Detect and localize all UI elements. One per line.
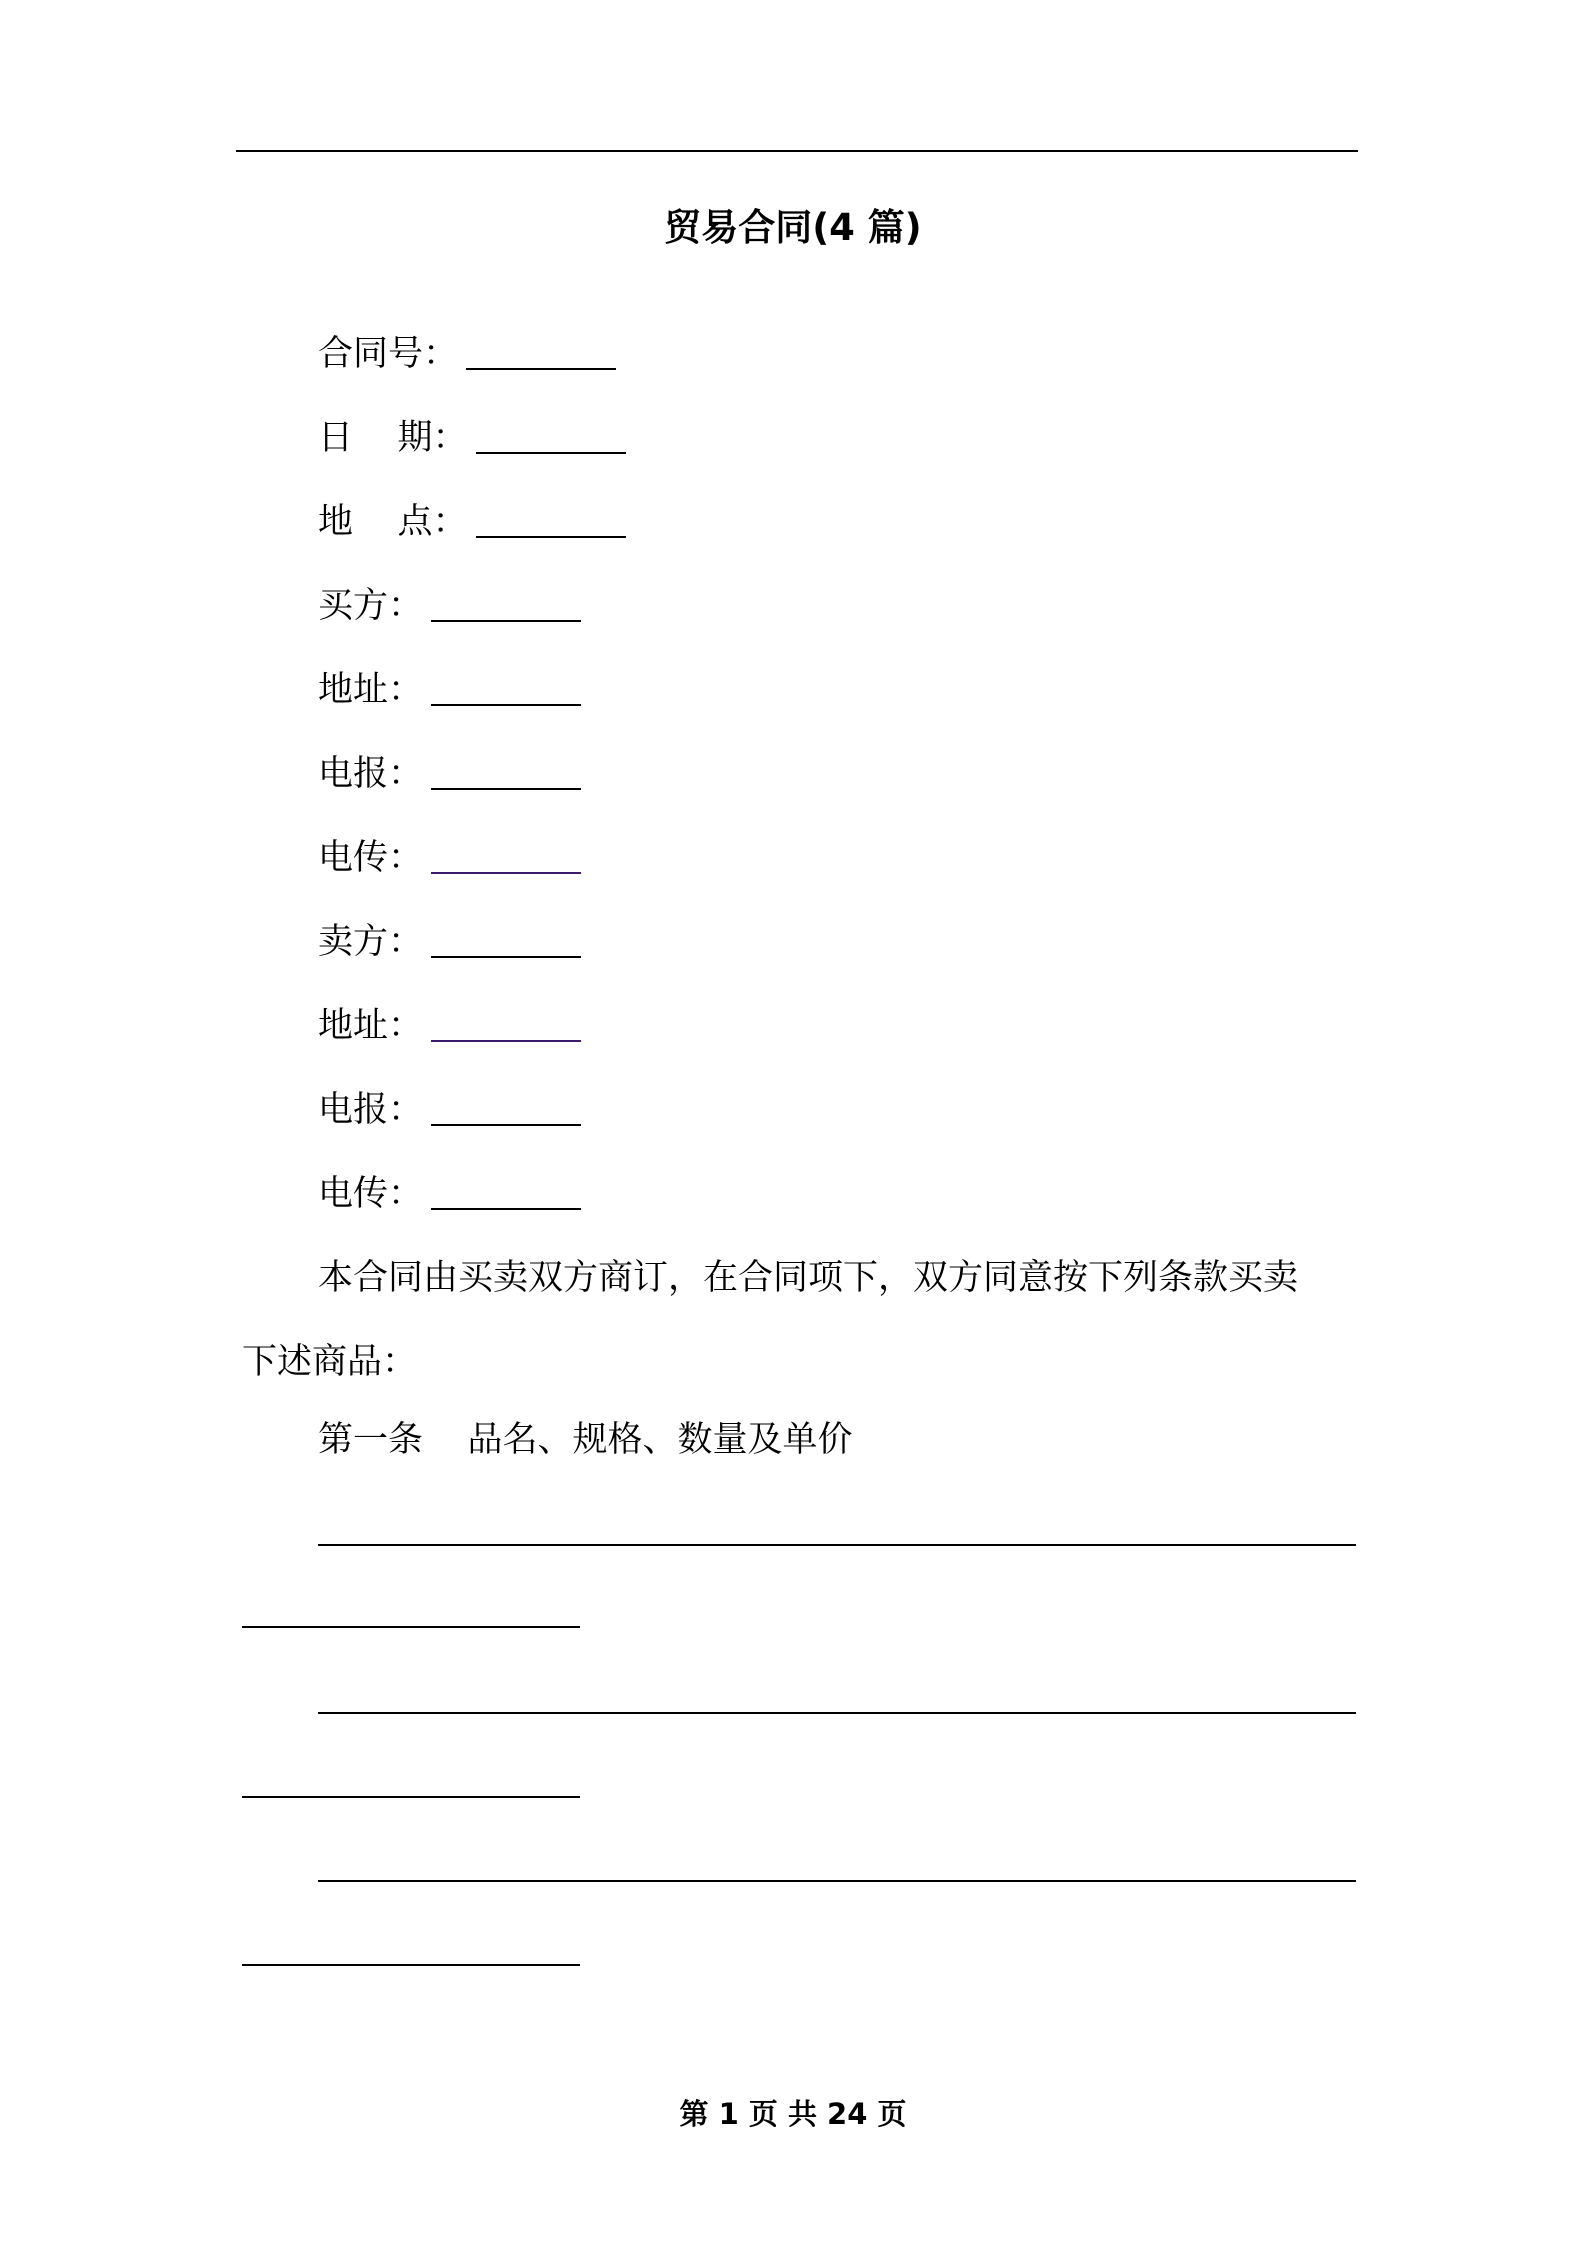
field-label: 电传： <box>318 838 424 878</box>
intro-paragraph-line-2: 下述商品： <box>242 1342 418 1382</box>
document-title: 贸易合同(4 篇) <box>664 206 922 249</box>
fill-in-blank <box>431 1114 581 1126</box>
fill-in-line-long <box>318 1880 1356 1882</box>
field-label: 日 期： <box>318 418 468 458</box>
field-label: 卖方： <box>318 922 424 962</box>
field-label: 买方： <box>318 586 424 626</box>
fill-in-blank <box>476 526 626 538</box>
fill-in-blank <box>431 1198 581 1210</box>
field-buyer-telegram <box>318 746 581 802</box>
fill-in-blank <box>431 778 581 790</box>
fill-in-blank <box>431 694 581 706</box>
intro-paragraph-line-1: 本合同由买卖双方商订，在合同项下，双方同意按下列条款买卖 <box>318 1258 1299 1298</box>
fill-in-blank <box>476 442 626 454</box>
field-seller-address <box>318 998 581 1054</box>
field-buyer-telex <box>318 830 581 886</box>
field-label: 地址： <box>318 1006 424 1046</box>
field-buyer-address <box>318 662 581 718</box>
field-label: 地址： <box>318 670 424 710</box>
field-label: 电报： <box>318 754 424 794</box>
page-footer: 第 1 页 共 24 页 <box>679 2097 907 2131</box>
field-seller <box>318 914 581 970</box>
field-buyer <box>318 578 581 634</box>
fill-in-line-short <box>242 1964 580 1966</box>
field-label: 合同号： <box>318 334 459 374</box>
field-date <box>318 410 626 466</box>
field-label: 电报： <box>318 1090 424 1130</box>
field-label: 电传： <box>318 1174 424 1214</box>
fill-in-line-long <box>318 1544 1356 1546</box>
field-contract-number <box>318 326 616 382</box>
fill-in-line-short <box>242 1796 580 1798</box>
fill-in-line-short <box>242 1626 580 1628</box>
field-label: 地 点： <box>318 502 468 542</box>
fill-in-blank <box>431 946 581 958</box>
fill-in-blank <box>431 862 581 874</box>
field-seller-telegram <box>318 1082 581 1138</box>
field-seller-telex <box>318 1166 581 1222</box>
fill-in-blank <box>466 358 616 370</box>
fill-in-blank <box>431 610 581 622</box>
article-1-heading: 第一条 品名、规格、数量及单价 <box>318 1420 853 1460</box>
fill-in-blank <box>431 1030 581 1042</box>
fill-in-line-long <box>318 1712 1356 1714</box>
header-rule <box>236 150 1358 152</box>
field-location <box>318 494 626 550</box>
